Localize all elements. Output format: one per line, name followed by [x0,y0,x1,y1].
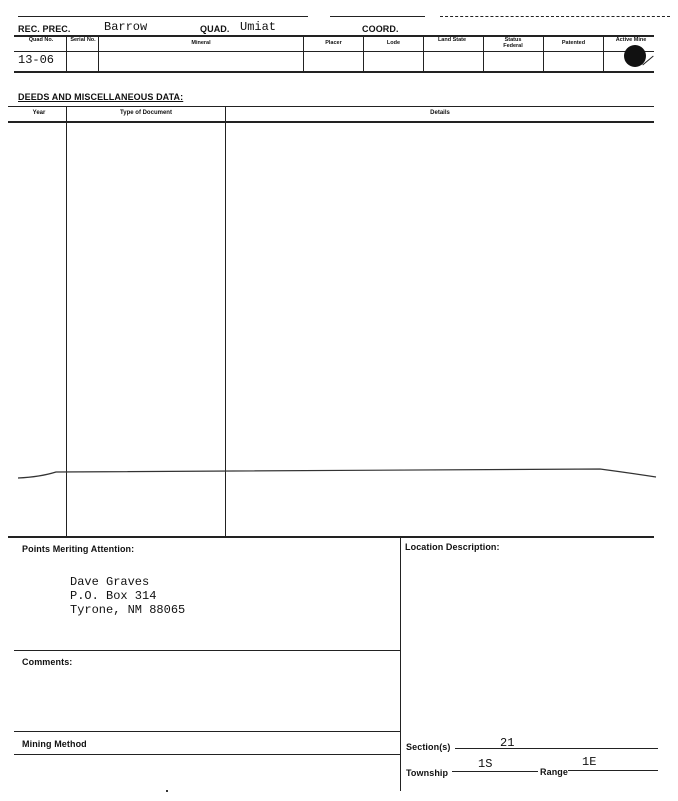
comments-label: Comments: [22,657,73,667]
points-address-line-1: Dave Graves [70,575,150,589]
col-header-active-mine: Active Mine [615,37,647,43]
claims-table-bottom [14,71,654,73]
col-divider [423,36,424,71]
claims-table-top [14,35,654,37]
rec-prec-value: Barrow [104,20,148,34]
col-header-mineral: Mineral [191,40,211,46]
col-divider [543,36,544,71]
bottom-center-divider [400,537,401,791]
col-header-lode: Lode [386,40,401,46]
points-address-line-3: Tyrone, NM 88065 [70,603,186,617]
quad-value: Umiat [240,20,277,34]
rec-prec-label: REC. PREC. [18,24,71,34]
section-underline [455,748,658,749]
deeds-bottom-rule [8,536,654,538]
range-label: Range [540,767,569,777]
col-header-status-federal: Status Federal [503,37,523,49]
mining-method-rule [14,754,400,755]
stray-dot [166,790,168,792]
points-label: Points Meriting Attention: [22,544,135,554]
col-header-serial-no: Serial No. [70,37,96,43]
col-header-patented: Patented [561,40,586,46]
township-label: Township [406,768,449,778]
section-label: Section(s) [406,742,451,752]
mining-method-label: Mining Method [22,739,87,749]
col-header-quad-no: Quad No. [28,37,54,43]
deeds-title: DEEDS AND MISCELLANEOUS DATA: [18,92,184,102]
township-value: 1S [478,757,493,771]
location-description-label: Location Description: [405,542,500,552]
col-divider [66,36,67,71]
township-underline [452,771,538,772]
range-underline [568,770,658,771]
quad-no-value: 13-06 [18,53,55,67]
deeds-header-bottom [8,121,654,123]
header-top-rule-2 [330,16,425,17]
coord-label: COORD. [362,24,399,34]
deeds-col-type: Type of Document [120,110,172,116]
col-header-land-state: Land State [437,37,467,43]
col-divider [363,36,364,71]
deeds-header-top [8,106,654,107]
col-divider [98,36,99,71]
header-top-rule [18,16,308,17]
points-bottom-rule [14,650,400,651]
deeds-col-details: Details [430,110,450,116]
quad-label: QUAD. [200,24,230,34]
range-value: 1E [582,755,597,769]
points-address-line-2: P.O. Box 314 [70,589,157,603]
fold-crease-line [0,460,678,490]
deeds-col-year: Year [32,110,46,116]
col-header-placer: Placer [325,40,342,46]
header-top-rule-3 [440,16,670,17]
claims-table-header-bottom [14,51,654,52]
section-value: 21 [500,736,515,750]
col-divider [483,36,484,71]
comments-bottom-rule [14,731,400,732]
col-divider [603,36,604,71]
col-divider [303,36,304,71]
